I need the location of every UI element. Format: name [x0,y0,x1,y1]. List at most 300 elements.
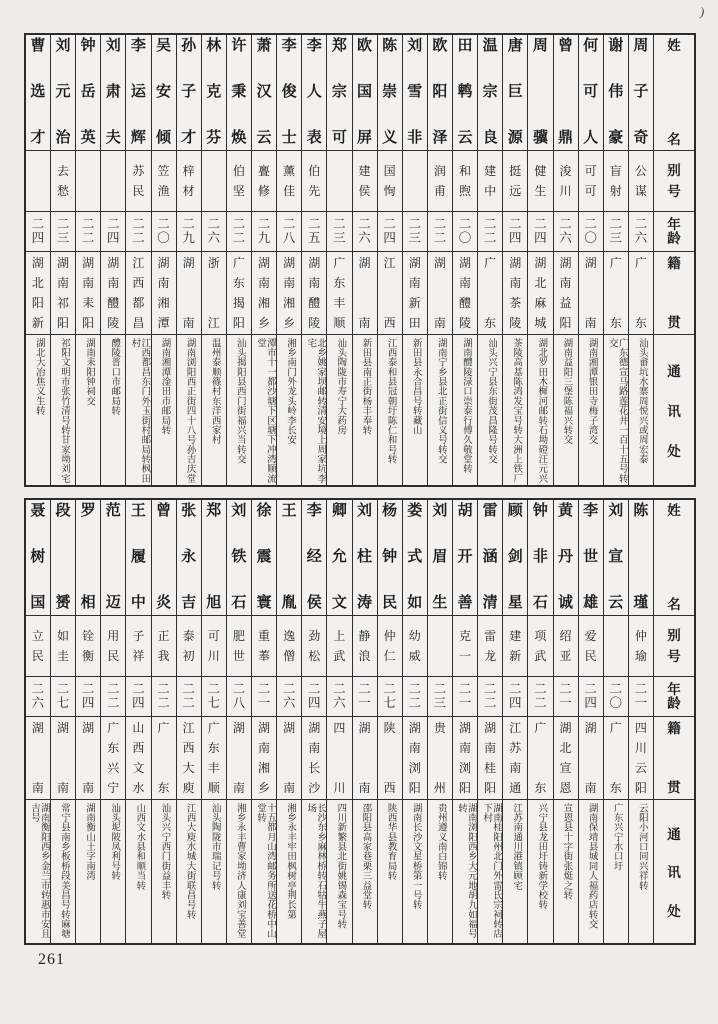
person-age: 二 三 [604,212,628,252]
person-column [50,500,75,943]
person-age: 二 〇 [453,212,477,252]
person-address: 湖北罗田木樨河邮转石坳磴汪元兴 [536,338,547,484]
person-age: 二 二 [177,677,201,717]
person-age: 二 四 [302,677,326,717]
person-name: 聂 树 国 [26,500,50,616]
person-column [553,35,578,485]
person-alias: 铨 衡 [76,616,100,677]
person-alias [26,151,50,212]
person-alias: 亹 修 [252,151,276,212]
person-age: 二 六 [554,212,578,252]
person-name: 吴 安 倾 [152,35,176,151]
person-name: 欧 国 屏 [353,35,377,151]
person-column [377,35,402,485]
person-alias: 劲 松 [302,616,326,677]
person-column [377,500,402,943]
person-column [50,35,75,485]
person-origin: 江 苏 南 通 [503,717,527,800]
person-address: 湖南耒阳钟祠交 [84,338,95,406]
person-alias: 爱 民 [579,616,603,677]
person-column [276,500,301,943]
person-name: 王 履 中 [126,500,150,616]
person-origin: 湖 南 醴 陵 [302,252,326,335]
person-alias: 公 谋 [629,151,653,212]
person-address: 汕头兴宁县东街茂昌隆号转交 [486,338,497,464]
person-address: 湖南保靖县城同人福药店转交 [586,803,597,929]
header-column [653,35,694,485]
person-address: 江西泰和县冠朝圩陈仁和号转 [385,338,396,464]
person-name: 郑 旭 [202,500,226,616]
person-name: 刘 眉 生 [428,500,452,616]
person-origin: 湖 北 阳 新 [26,252,50,335]
person-origin: 湖 南 桂 阳 [478,717,502,800]
person-alias [76,151,100,212]
person-origin: 四 川 [327,717,351,800]
person-age: 二 四 [126,677,150,717]
person-column [301,500,326,943]
person-address: 江苏南通川港镇顾宅 [511,803,522,891]
person-address: 温州泰顺篠村东洋西家村 [209,338,220,445]
person-origin: 湖 南 [579,717,603,800]
person-origin: 广 东 [629,252,653,335]
header-age: 年 龄 [654,677,694,717]
person-address: 湖南益阳三堡陈福兴转交 [561,338,572,445]
person-age: 二 一 [252,677,276,717]
person-column [201,35,226,485]
person-address: 云阳小河口同兴祥转 [636,803,647,891]
person-column [301,35,326,485]
person-origin: 广 东 丰 顺 [202,717,226,800]
person-name: 曾 炎 [152,500,176,616]
person-address: 湖南衡阳西乡金兰市转惠市安且吉号 [28,803,49,939]
person-address: 汕头畲坑水寨周悦兴或周宏泰 [636,338,647,464]
person-origin: 湖 南 醴 陵 [453,252,477,335]
person-name: 黄 丹 诚 [554,500,578,616]
person-age: 二 七 [202,677,226,717]
person-name: 曹 选 才 [26,35,50,151]
person-name: 唐 巨 源 [503,35,527,151]
person-origin: 湖 南 茶 陵 [503,252,527,335]
header-age: 年 龄 [654,212,694,252]
person-age: 二 二 [126,212,150,252]
person-origin: 山 西 文 水 [126,717,150,800]
person-alias: 肥 世 [227,616,251,677]
person-column [151,500,176,943]
person-address: 贵州遵义南白锦转 [435,803,446,881]
person-name: 何 可 人 [579,35,603,151]
person-age: 二 四 [101,212,125,252]
person-alias [101,151,125,212]
person-column [75,500,100,943]
person-age: 二 二 [76,212,100,252]
person-column [502,35,527,485]
person-age: 二 〇 [579,212,603,252]
person-address: 邵阳县高家巷栗三益堂转 [360,803,371,910]
person-address: 湖南桂阳州北门外雷氏宗祠转店下村 [481,803,502,939]
person-column [226,35,251,485]
person-age: 二 六 [26,677,50,717]
person-age: 二 一 [629,677,653,717]
person-name: 李 世 雄 [579,500,603,616]
person-column [477,500,502,943]
person-name: 温 宗 良 [478,35,502,151]
person-address: 湖南浏阳西正街四十八号孙吉庆堂 [184,338,195,484]
person-alias: 可 川 [202,616,226,677]
person-address: 兴宁县龙田圩铸新学校转 [536,803,547,910]
person-alias: 雷 龙 [478,616,502,677]
person-alias [202,151,226,212]
person-column [402,35,427,485]
person-alias: 静 浪 [353,616,377,677]
person-name: 周 子 奇 [629,35,653,151]
person-age: 二 七 [51,677,75,717]
person-column [603,35,628,485]
person-column [578,500,603,943]
person-address: 广东德宣马路莲花井一百十五号转交 [606,338,627,484]
person-address: 湘乡南门外龙头岭李长安 [285,338,296,445]
person-name: 林 克 芬 [202,35,226,151]
person-age: 二 四 [528,212,552,252]
header-name: 姓 名 [654,500,694,616]
person-name: 郑 宗 可 [327,35,351,151]
person-name: 张 永 吉 [177,500,201,616]
person-origin: 湖 南 益 阳 [554,252,578,335]
person-alias [327,151,351,212]
person-alias: 子 祥 [126,616,150,677]
person-name: 刘 宣 云 [604,500,628,616]
person-origin: 湖 南 浏 阳 [403,717,427,800]
person-age: 二 四 [378,212,402,252]
person-origin: 湖 南 新 田 [403,252,427,335]
person-alias: 逸 僧 [277,616,301,677]
person-origin: 湖 北 宣 恩 [554,717,578,800]
person-name: 顾 剑 星 [503,500,527,616]
person-age: 二 〇 [604,677,628,717]
person-alias: 幼 威 [403,616,427,677]
person-column [251,35,276,485]
person-origin: 湖 南 [227,717,251,800]
person-origin: 江 西 大 庾 [177,717,201,800]
person-name: 谢 伟 豪 [604,35,628,151]
person-origin: 四 川 云 阳 [629,717,653,800]
person-name: 刘 雪 非 [403,35,427,151]
person-alias: 建 新 [503,616,527,677]
person-name: 田 鹎 云 [453,35,477,151]
person-origin: 湖 南 [76,717,100,800]
person-address: 新田县永合昌号转藏山 [410,338,421,435]
person-name: 李 俊 士 [277,35,301,151]
person-alias: 项 武 [528,616,552,677]
person-column [125,35,150,485]
person-name: 钟 非 石 [528,500,552,616]
person-address: 湖南长沙文星桥第一号转 [410,803,421,910]
person-address: 长沙东乡麻林桥转石牯牛燕子屋场 [305,803,326,939]
person-column [251,500,276,943]
person-name: 刘 铁 石 [227,500,251,616]
person-column [276,35,301,485]
person-alias: 和 煦 [453,151,477,212]
person-name: 胡 开 善 [453,500,477,616]
person-age: 二 四 [503,677,527,717]
person-name: 欧 阳 泽 [428,35,452,151]
person-address: 广东兴宁水口圩 [611,803,622,871]
person-name: 孙 子 才 [177,35,201,151]
person-alias: 伯 先 [302,151,326,212]
person-alias: 如 圭 [51,616,75,677]
person-alias [604,616,628,677]
header-address: 通 讯 处 [667,826,681,919]
person-column [427,500,452,943]
person-origin: 广 东 揭 阳 [227,252,251,335]
person-age: 二 四 [503,212,527,252]
person-origin: 浙 江 [202,252,226,335]
person-age: 二 九 [252,212,276,252]
person-age: 二 二 [428,212,452,252]
person-name: 陈 瑾 [629,500,653,616]
person-address: 湖北大冶焦义生转 [33,338,44,416]
person-column [477,35,502,485]
person-address: 湖南浏阳西乡大元地胡九如福号转 [456,803,476,939]
person-address: 江西大庾水城大街联昌号转 [184,803,195,920]
person-age: 二 四 [76,677,100,717]
person-age: 二 九 [177,212,201,252]
person-origin: 湖 南 湘 乡 [252,717,276,800]
person-column [452,35,477,485]
person-origin: 广 东 [604,717,628,800]
person-age: 二 六 [277,677,301,717]
person-name: 段 赟 [51,500,75,616]
person-age: 二 八 [277,212,301,252]
person-origin: 湖 南 耒 阳 [76,252,100,335]
person-origin: 广 东 [478,252,502,335]
person-name: 卿 允 文 [327,500,351,616]
person-name: 钟 岳 英 [76,35,100,151]
person-address: 汕头揭阳县西门街福兴当转交 [234,338,245,464]
person-address: 茶陵高基陈鸿发宝号转大洲上铁厂 [511,338,522,484]
person-address: 湘乡永丰牢田枫树亭荆长第 [285,803,296,920]
person-address: 湖南宁乡县北正街信义号转交 [435,338,446,464]
person-name: 罗 相 [76,500,100,616]
person-alias: 仲 瑜 [629,616,653,677]
person-name: 刘 柱 涛 [353,500,377,616]
person-alias: 绍 亚 [554,616,578,677]
directory-table-top [24,33,696,487]
person-address: 湘乡永丰曹家坳济人康刘宝善堂 [234,803,245,939]
person-alias: 泰 初 [177,616,201,677]
person-alias: 克 一 [453,616,477,677]
person-name: 刘 肃 夫 [101,35,125,151]
person-alias: 上 武 [327,616,351,677]
person-origin: 湖 南 祁 阳 [51,252,75,335]
person-age: 二 七 [378,677,402,717]
person-address: 潭市十一都沙塘下区塘下冲湾顺流堂 [255,338,275,484]
header-column [653,500,694,943]
person-origin: 湖 南 湘 乡 [277,252,301,335]
person-name: 李 人 表 [302,35,326,151]
directory-table-bottom [24,498,696,945]
person-age: 二 三 [327,212,351,252]
person-name: 范 迈 [101,500,125,616]
person-address: 湖南湘潭银田寺梅子湾交 [586,338,597,445]
header-alias: 别 号 [654,151,694,212]
person-origin: 江 西 都 昌 [126,252,150,335]
person-name: 李 运 辉 [126,35,150,151]
person-age: 二 二 [528,677,552,717]
person-alias: 浚 川 [554,151,578,212]
person-origin: 湖 南 [353,717,377,800]
person-origin: 广 东 [528,717,552,800]
person-address: 祁阳文明市张竹清号转甘家坳刘宅 [59,338,69,484]
person-alias: 仲 仁 [378,616,402,677]
person-age: 二 三 [428,677,452,717]
person-age: 二 一 [554,677,578,717]
person-name: 许 秉 焕 [227,35,251,151]
person-address: 四川新繁县北街姚锡森宝号转 [335,803,346,929]
person-address: 醴陵普口市邮局转 [109,338,120,416]
person-origin: 湖 南 浏 阳 [453,717,477,800]
person-column [176,500,201,943]
person-column [125,500,150,943]
person-address: 湖南湘潭淦田市邮局转 [159,338,170,435]
person-age: 二 六 [353,212,377,252]
person-age: 二 六 [327,677,351,717]
person-address: 北乡姚家坝邮转清安境上周家坑李宅 [305,338,326,484]
person-name: 陈 崇 义 [378,35,402,151]
person-column [628,35,653,485]
scan-artifact: ) [698,3,706,20]
person-origin: 湖 南 醴 陵 [101,252,125,335]
person-address: 常宁县南乡板桥段美昌号转麻塘 [59,803,69,939]
person-address: 湖南醴陵渌口崇泰行傅久敬堂转 [461,338,471,474]
person-column [527,500,552,943]
person-alias [428,616,452,677]
person-column [578,35,603,485]
person-name: 雷 涵 清 [478,500,502,616]
person-age: 二 四 [26,212,50,252]
person-alias: 重 菶 [252,616,276,677]
person-age: 二 二 [478,212,502,252]
person-alias: 用 民 [101,616,125,677]
person-alias [403,151,427,212]
person-column [176,35,201,485]
person-name: 萧 汉 云 [252,35,276,151]
page-number: 261 [38,951,65,968]
person-column [402,500,427,943]
person-column [75,35,100,485]
person-age: 二 二 [101,677,125,717]
person-age: 二 五 [302,212,326,252]
header-origin: 籍 贯 [654,717,694,800]
person-origin: 湖 北 麻 城 [528,252,552,335]
person-column [452,500,477,943]
person-address: 汕头陶陇市瑞记号转 [209,803,220,891]
person-age: 二 六 [629,212,653,252]
person-name: 王 胤 [277,500,301,616]
person-alias: 健 生 [528,151,552,212]
person-alias: 建 侯 [353,151,377,212]
person-alias: 建 中 [478,151,502,212]
person-origin: 湖 南 [277,717,301,800]
person-address: 江西都昌东门外玉街村邮局转枫田村 [129,338,150,484]
person-origin: 湖 南 [428,252,452,335]
person-column [100,35,125,485]
person-column [527,35,552,485]
person-column [26,35,50,485]
person-column [502,500,527,943]
person-name: 李 经 侯 [302,500,326,616]
person-alias: 苏 民 [126,151,150,212]
person-name: 杨 钟 民 [378,500,402,616]
person-address: 新田县南正街杨丰奉转 [360,338,371,435]
person-alias: 立 民 [26,616,50,677]
person-age: 二 二 [152,677,176,717]
person-age: 二 八 [227,677,251,717]
person-origin: 湖 南 [353,252,377,335]
person-alias: 薰 佳 [277,151,301,212]
person-origin: 湖 南 长 沙 [302,717,326,800]
person-age: 二 一 [453,677,477,717]
person-address: 汕头陶陇市寿宁大药房 [335,338,346,435]
person-column [553,500,578,943]
person-column [427,35,452,485]
person-origin: 湖 南 湘 潭 [152,252,176,335]
person-column [352,35,377,485]
person-name: 刘 元 治 [51,35,75,151]
person-alias: 正 我 [152,616,176,677]
person-age: 二 三 [403,212,427,252]
person-column [26,500,50,943]
person-origin: 湖 南 [51,717,75,800]
person-column [151,35,176,485]
person-origin: 贵 州 [428,717,452,800]
person-origin: 广 东 [604,252,628,335]
person-alias: 梓 材 [177,151,201,212]
person-address: 陕西华县教育局转 [385,803,396,881]
person-age: 二 二 [227,212,251,252]
person-name: 曾 鼎 [554,35,578,151]
person-origin: 湖 南 [177,252,201,335]
person-address: 汕头兴宁西门街益丰转 [159,803,170,900]
person-age: 二 二 [403,677,427,717]
person-origin: 陕 西 [378,717,402,800]
header-origin: 籍 贯 [654,252,694,335]
person-name: 周 骥 [528,35,552,151]
person-name: 娄 式 如 [403,500,427,616]
person-alias: 伯 坚 [227,151,251,212]
person-origin: 广 东 兴 宁 [101,717,125,800]
person-column [100,500,125,943]
person-name: 徐 震 寰 [252,500,276,616]
person-origin: 广 东 [152,717,176,800]
person-address: 十五都月山湾邮务所送花桥中山堂转 [255,803,275,939]
person-address: 汕头坭陂凤利号转 [109,803,120,881]
header-name: 姓 名 [654,35,694,151]
person-origin: 广 东 丰 顺 [327,252,351,335]
person-origin: 湖 南 [26,717,50,800]
person-origin: 江 西 [378,252,402,335]
person-alias: 可 可 [579,151,603,212]
person-age: 二 三 [51,212,75,252]
person-alias: 去 愁 [51,151,75,212]
person-column [628,500,653,943]
person-alias: 笠 渔 [152,151,176,212]
person-origin: 湖 南 湘 乡 [252,252,276,335]
person-column [201,500,226,943]
person-address: 湖南衡山土字南湾 [84,803,95,881]
person-alias: 润 甫 [428,151,452,212]
person-age: 二 二 [478,677,502,717]
person-alias: 盲 射 [604,151,628,212]
